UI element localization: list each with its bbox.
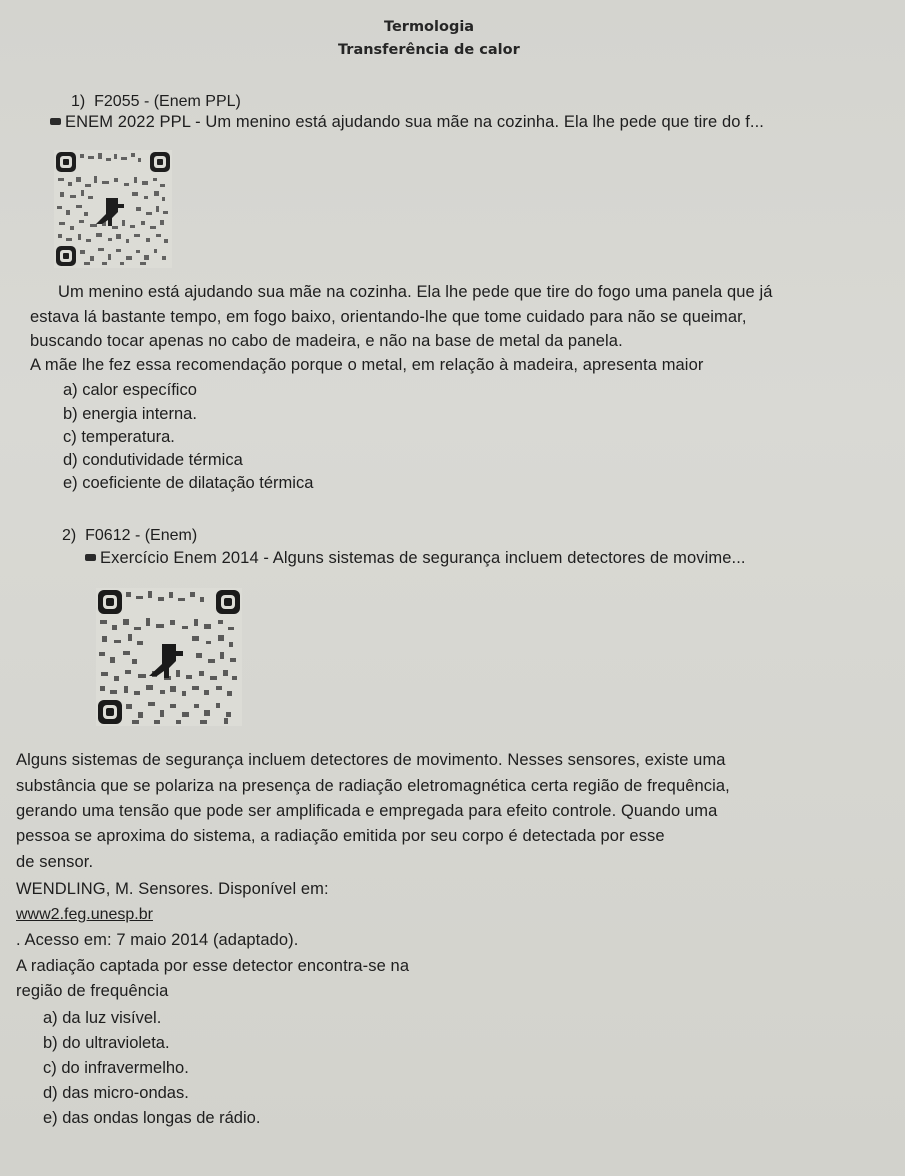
question-1-video-title: ENEM 2022 PPL - Um menino está ajudando sua mãe na cozinha. Ela lhe pede que tire do f... bbox=[65, 113, 764, 131]
question-1-statement-line-4: A mãe lhe fez essa recomendação porque o metal, em relação à madeira, apresenta maior bbox=[30, 356, 704, 374]
question-2-video-title: Exercício Enem 2014 - Alguns sistemas de segurança incluem detectores de movime... bbox=[100, 549, 746, 567]
question-1-number: 1) bbox=[71, 93, 86, 110]
question-2-option-c[interactable]: c) do infravermelho. bbox=[43, 1059, 189, 1077]
question-1-heading bbox=[71, 93, 241, 111]
question-2-statement-line-2: substância que se polariza na presença de radiação eletromagnética certa região de frequência, bbox=[16, 777, 730, 795]
question-2-statement-line-5: de sensor. bbox=[16, 853, 94, 871]
qr-code-icon bbox=[54, 150, 172, 268]
question-2-option-e[interactable]: e) das ondas longas de rádio. bbox=[43, 1109, 261, 1127]
question-1-option-e[interactable]: e) coeficiente de dilatação térmica bbox=[63, 474, 314, 492]
question-2-prompt-line-1: A radiação captada por esse detector encontra-se na bbox=[16, 957, 410, 975]
video-icon bbox=[50, 118, 61, 125]
question-1-option-b[interactable]: b) energia interna. bbox=[63, 405, 197, 423]
question-2-heading bbox=[62, 527, 197, 545]
question-2-option-d[interactable]: d) das micro-ondas. bbox=[43, 1084, 189, 1102]
question-2-prompt-line-2: região de frequência bbox=[16, 982, 169, 1000]
question-1-option-d[interactable]: d) condutividade térmica bbox=[63, 451, 243, 469]
question-2-option-a[interactable]: a) da luz visível. bbox=[43, 1009, 162, 1027]
question-2-source-link[interactable]: www2.feg.unesp.br bbox=[16, 906, 153, 923]
video-icon bbox=[85, 554, 96, 561]
subject-title: Termologia bbox=[384, 19, 475, 35]
question-1-statement-line-2: estava lá bastante tempo, em fogo baixo, orientando-lhe que tome cuidado para não se queimar, bbox=[30, 308, 747, 326]
question-2-number: 2) bbox=[62, 527, 77, 544]
question-2-option-b[interactable]: b) do ultravioleta. bbox=[43, 1034, 170, 1052]
question-1-option-a[interactable]: a) calor específico bbox=[63, 381, 197, 399]
topic-title: Transferência de calor bbox=[338, 42, 520, 58]
question-1-statement-line-1: Um menino está ajudando sua mãe na cozinha. Ela lhe pede que tire do fogo uma panela que já bbox=[58, 283, 773, 301]
question-2-video-link[interactable] bbox=[85, 549, 746, 568]
question-2-qr-code[interactable] bbox=[96, 588, 242, 726]
question-1-option-c[interactable]: c) temperatura. bbox=[63, 428, 175, 446]
question-2-code: F0612 - (Enem) bbox=[85, 527, 198, 544]
question-2-statement-line-1: Alguns sistemas de segurança incluem detectores de movimento. Nesses sensores, existe uma bbox=[16, 751, 726, 769]
question-1-code: F2055 - (Enem PPL) bbox=[94, 93, 241, 110]
question-2-source: WENDLING, M. Sensores. Disponível em: bbox=[16, 880, 329, 898]
question-1-video-link[interactable] bbox=[50, 113, 764, 132]
qr-code-icon bbox=[96, 588, 242, 726]
question-1-statement-line-3: buscando tocar apenas no cabo de madeira, e não na base de metal da panela. bbox=[30, 332, 623, 350]
question-2-statement-line-3: gerando uma tensão que pode ser amplificada e empregada para efeito controle. Quando uma bbox=[16, 802, 718, 820]
question-2-access-date: . Acesso em: 7 maio 2014 (adaptado). bbox=[16, 931, 299, 949]
question-1-qr-code[interactable] bbox=[54, 150, 172, 268]
question-2-statement-line-4: pessoa se aproxima do sistema, a radiação emitida por seu corpo é detectada por esse bbox=[16, 827, 665, 845]
